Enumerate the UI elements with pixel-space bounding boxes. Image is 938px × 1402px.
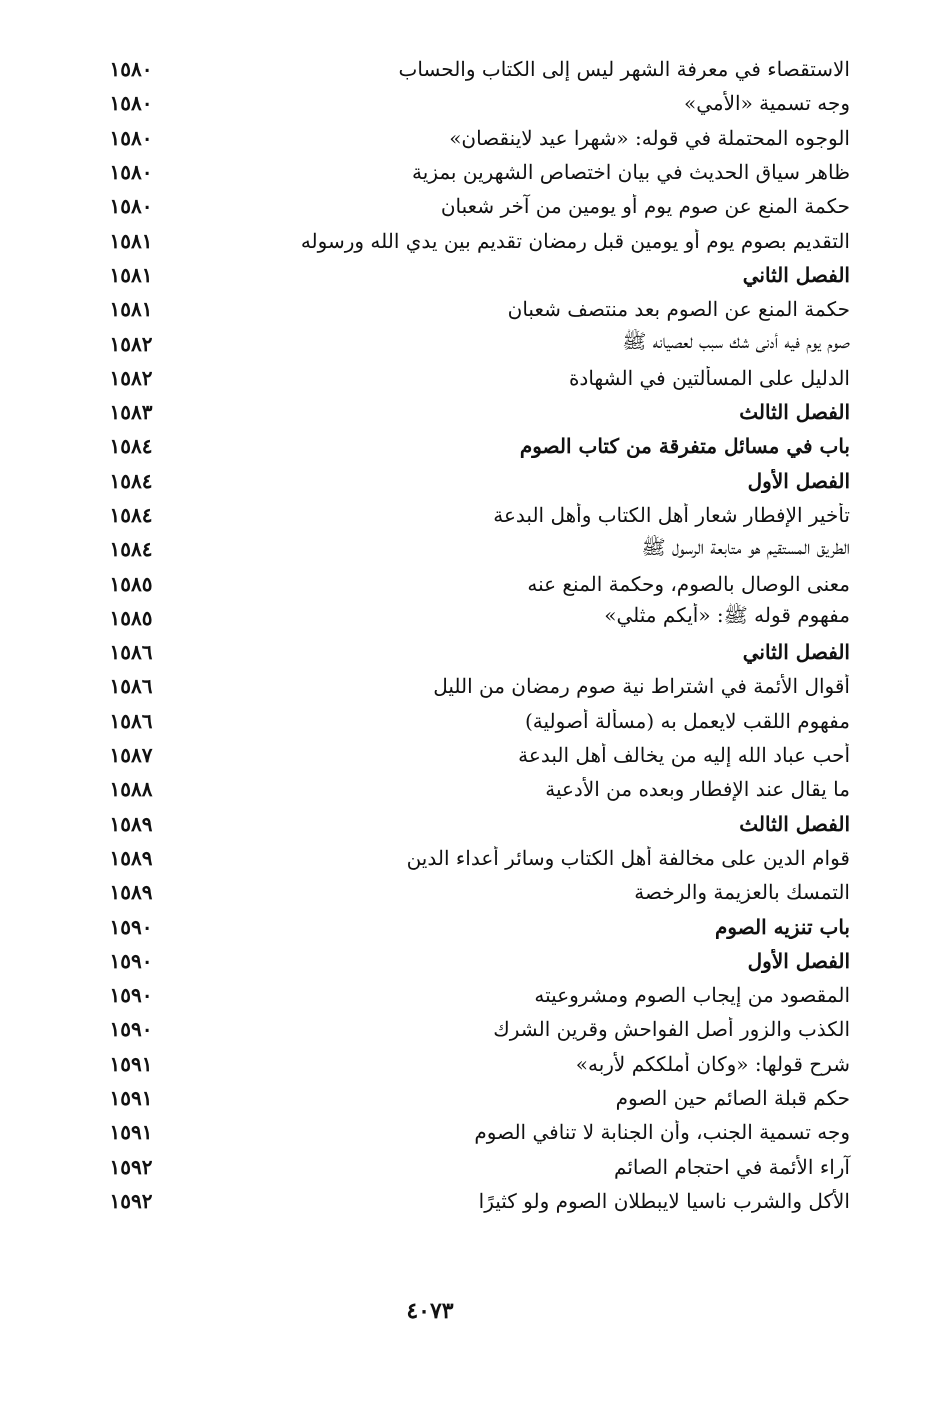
toc-entry-title: آراء الأئمة في احتجام الصائم xyxy=(614,1154,850,1179)
toc-entry-page-number: ١٥٩٢ xyxy=(109,1188,153,1213)
table-of-contents xyxy=(96,52,854,1218)
toc-entry-title: الوجوه المحتملة في قوله: «شهرا عيد لاينقصان» xyxy=(449,125,850,150)
toc-entry-title: أقوال الأئمة في اشتراط نية صوم رمضان من الليل xyxy=(433,674,850,699)
toc-entry-title: صوم يوم فيه أدنى شك سبب لعصيانه ﷺ xyxy=(622,329,850,354)
toc-entry xyxy=(96,1184,854,1218)
toc-entry-page-number: ١٥٨٠ xyxy=(109,125,153,150)
toc-entry-title: الأكل والشرب ناسيا لايبطلان الصوم ولو كثيرًا xyxy=(478,1188,850,1213)
toc-entry-page-number: ١٥٨٤ xyxy=(109,503,153,527)
toc-section-heading: الفصل الأول xyxy=(747,468,850,493)
toc-entry xyxy=(96,1115,854,1149)
toc-entry xyxy=(96,807,854,841)
toc-entry xyxy=(96,1150,854,1184)
toc-entry-page-number: ١٥٨٠ xyxy=(109,194,153,219)
toc-entry xyxy=(96,395,854,429)
toc-entry-title: حكمة المنع عن صوم يوم أو يومين من آخر شعبان xyxy=(440,194,850,219)
toc-entry xyxy=(96,258,854,292)
toc-entry xyxy=(96,566,854,600)
toc-entry xyxy=(96,1081,854,1115)
toc-entry-title: مفهوم اللقب لايعمل به (مسألة أصولية) xyxy=(525,708,850,733)
toc-section-heading: باب في مسائل متفرقة من كتاب الصوم xyxy=(519,434,850,459)
toc-entry-title: التقديم بصوم يوم أو يومين قبل رمضان تقديم بين يدي الله ورسوله xyxy=(300,228,850,253)
toc-entry-page-number: ١٥٩٠ xyxy=(109,983,153,1008)
toc-entry xyxy=(96,909,854,943)
toc-entry-page-number: ١٥٨٢ xyxy=(109,365,153,390)
toc-entry xyxy=(96,669,854,703)
toc-entry xyxy=(96,704,854,738)
toc-entry xyxy=(96,429,854,463)
toc-entry xyxy=(96,189,854,223)
toc-entry-page-number: ١٥٩١ xyxy=(109,1086,153,1111)
toc-entry-title: مفهوم قوله ﷺ: «أيكم مثلي» xyxy=(604,603,850,628)
toc-entry-title: الكذب والزور أصل الفواحش وقرين الشرك xyxy=(493,1017,850,1042)
toc-section-heading: باب تنزيه الصوم xyxy=(714,914,850,939)
toc-entry-title: معنى الوصال بالصوم، وحكمة المنع عنه xyxy=(527,571,850,596)
toc-entry-title: المقصود من إيجاب الصوم ومشروعيته xyxy=(534,983,850,1008)
toc-entry-title: التمسك بالعزيمة والرخصة xyxy=(634,880,850,905)
toc-entry xyxy=(96,223,854,257)
toc-entry-page-number: ١٥٨٤ xyxy=(109,468,153,493)
toc-entry-page-number: ١٥٨٩ xyxy=(109,880,153,905)
toc-entry xyxy=(96,52,854,86)
toc-entry-page-number: ١٥٨٩ xyxy=(109,845,153,870)
toc-entry-page-number: ١٥٩١ xyxy=(109,1051,153,1076)
toc-entry-page-number: ١٥٨٢ xyxy=(109,331,153,356)
toc-entry-title: وجه تسمية «الأمي» xyxy=(683,91,850,116)
toc-entry-page-number: ١٥٨٤ xyxy=(109,434,153,459)
toc-entry-title: أحب عباد الله إليه من يخالف أهل البدعة xyxy=(518,743,850,768)
toc-entry-title: حكم قبلة الصائم حين الصوم xyxy=(615,1086,850,1111)
toc-entry-page-number: ١٥٨٠ xyxy=(109,91,153,116)
toc-section-heading: الفصل الثالث xyxy=(739,811,850,836)
toc-entry-page-number: ١٥٨٠ xyxy=(109,57,153,82)
toc-entry-title: قوام الدين على مخالفة أهل الكتاب وسائر أعداء الدين xyxy=(406,845,850,870)
toc-entry-title: الاستقصاء في معرفة الشهر ليس إلى الكتاب والحساب xyxy=(398,57,850,82)
toc-entry-page-number: ١٥٨٦ xyxy=(109,708,153,733)
toc-entry-page-number: ١٥٨١ xyxy=(109,228,153,253)
toc-entry-page-number: ١٥٩٢ xyxy=(109,1154,153,1179)
toc-entry-page-number: ١٥٨٨ xyxy=(109,777,153,802)
toc-entry-title: حكمة المنع عن الصوم بعد منتصف شعبان xyxy=(507,297,850,322)
toc-section-heading: الفصل الثاني xyxy=(742,262,850,287)
toc-entry xyxy=(96,601,854,635)
toc-entry xyxy=(96,738,854,772)
toc-entry xyxy=(96,155,854,189)
toc-entry-page-number: ١٥٨٥ xyxy=(109,571,153,596)
toc-entry-title: الطريق المستقيم هو متابعة الرسول ﷺ xyxy=(641,534,850,559)
toc-entry xyxy=(96,498,854,532)
toc-entry-page-number: ١٥٩٠ xyxy=(109,1017,153,1042)
toc-entry xyxy=(96,361,854,395)
toc-entry-page-number: ١٥٨٥ xyxy=(109,605,153,630)
toc-section-heading: الفصل الثاني xyxy=(742,640,850,665)
toc-entry-page-number: ١٥٨١ xyxy=(109,262,153,287)
toc-entry xyxy=(96,1047,854,1081)
toc-entry xyxy=(96,772,854,806)
toc-section-heading: الفصل الأول xyxy=(747,948,850,973)
toc-entry-page-number: ١٥٨٤ xyxy=(109,537,153,562)
toc-entry-title: ظاهر سياق الحديث في بيان اختصاص الشهرين بمزية xyxy=(412,160,850,185)
toc-entry xyxy=(96,841,854,875)
toc-entry xyxy=(96,875,854,909)
toc-entry xyxy=(96,635,854,669)
toc-entry-page-number: ١٥٩٠ xyxy=(109,948,153,973)
toc-entry-page-number: ١٥٨٩ xyxy=(109,811,153,836)
toc-entry-page-number: ١٥٨٦ xyxy=(109,674,153,699)
toc-entry xyxy=(96,86,854,120)
toc-entry-page-number: ١٥٨٧ xyxy=(109,743,153,768)
toc-entry xyxy=(96,121,854,155)
toc-entry-page-number: ١٥٩٠ xyxy=(109,914,153,939)
toc-entry-title: وجه تسمية الجنب، وأن الجنابة لا تنافي الصوم xyxy=(474,1120,850,1145)
toc-entry-page-number: ١٥٨٦ xyxy=(109,640,153,665)
toc-entry xyxy=(96,326,854,360)
toc-entry xyxy=(96,1012,854,1046)
page-number: ٤٠٧٣ xyxy=(406,1298,454,1324)
toc-entry-page-number: ١٥٨٠ xyxy=(109,160,153,185)
toc-entry-title: ما يقال عند الإفطار وبعده من الأدعية xyxy=(545,777,850,802)
toc-entry-page-number: ١٥٩١ xyxy=(109,1120,153,1145)
toc-entry xyxy=(96,532,854,566)
toc-entry-title: تأخير الإفطار شعار أهل الكتاب وأهل البدعة xyxy=(493,503,850,527)
toc-entry-title: الدليل على المسألتين في الشهادة xyxy=(568,365,850,390)
toc-entry xyxy=(96,978,854,1012)
toc-entry-page-number: ١٥٨٣ xyxy=(109,400,153,425)
toc-entry xyxy=(96,464,854,498)
toc-entry xyxy=(96,944,854,978)
toc-entry-page-number: ١٥٨١ xyxy=(109,297,153,322)
toc-entry xyxy=(96,292,854,326)
toc-entry-title: شرح قولها: «وكان أملككم لأربه» xyxy=(575,1051,850,1076)
toc-section-heading: الفصل الثالث xyxy=(739,400,850,425)
